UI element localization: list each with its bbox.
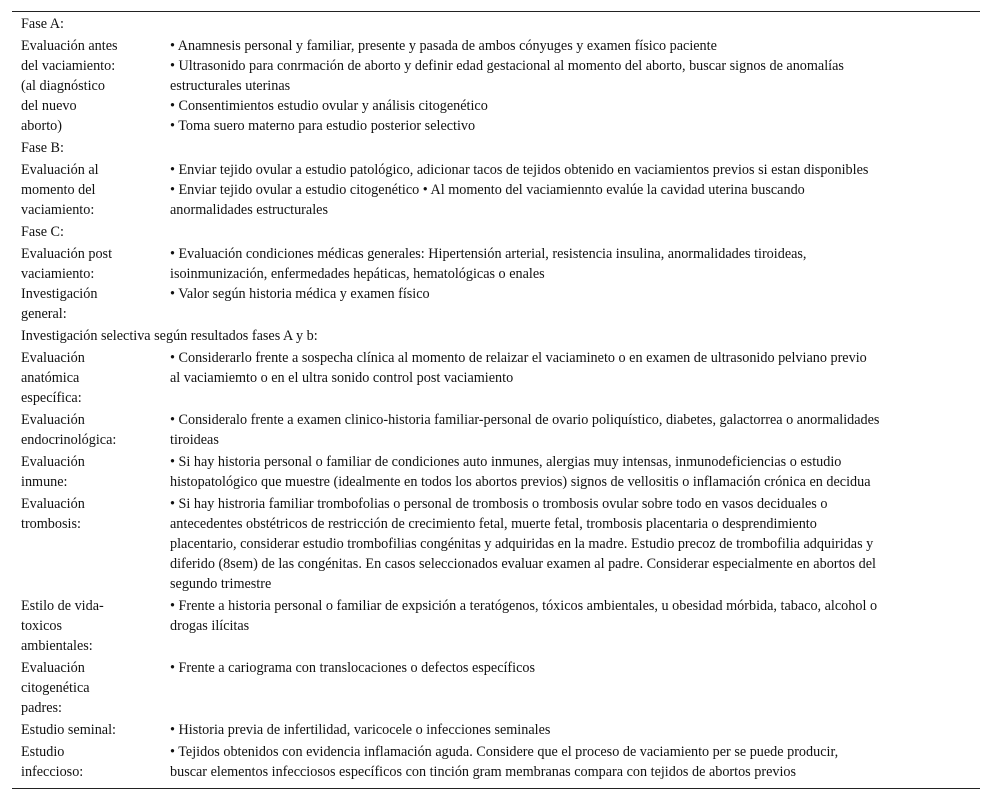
section-title: Fase C: — [21, 224, 64, 240]
row-text: • Anamnesis personal y familiar, presente y pasada de ambos cónyuges y examen físico paciente • Ultrasonido para conrmación de aborto y definir edad gestacional al momento del aborto, buscar signos de anomalías estructurales uterinas • Consentimientos estudio ovular y análisis citogenético • Toma suero materno para estudio posterior selectivo — [170, 38, 844, 134]
row-label: Evaluación citogenética padres: — [21, 660, 90, 716]
row-text: • Frente a cariograma con translocaciones o defectos específicos — [170, 660, 536, 676]
row-text: • Valor según historia médica y examen físico — [170, 286, 430, 302]
row-text: • Historia previa de infertilidad, varicocele o infecciones seminales — [170, 722, 551, 738]
row-label: Evaluación inmune: — [21, 454, 85, 490]
row-label: Evaluación post vaciamiento: — [21, 246, 113, 282]
row-label: Evaluación al momento del vaciamiento: — [21, 162, 99, 218]
section-title: Fase B: — [21, 140, 64, 156]
row-text: • Consideralo frente a examen clinico-historia familiar-personal de ovario poliquístico, diabetes, galactorrea o anormalidades tiroideas — [170, 412, 880, 448]
row-label: Estudio infeccioso: — [21, 744, 84, 780]
row-text: • Evaluación condiciones médicas generales: Hipertensión arterial, resistencia insulina, anormalidades tiroideas, isoinmunización, enfermedades hepáticas, hematológicas o enales — [170, 246, 807, 282]
row-text: • Tejidos obtenidos con evidencia inflamación aguda. Considere que el proceso de vaciamiento per se puede producir, buscar elementos infecciosos específicos con tinción gram membranas compara con tejidos de abortos previos — [170, 744, 839, 780]
row-text: • Si hay histroria familiar trombofolias o personal de trombosis o trombosis ovular sobre todo en vasos deciduales o antecedentes obstétricos de restricción de crecimiento fetal, muerte fetal, trombosis placentaria o desprendimiento placentario, considerar estudio trombofilias congénitas y adquiridas en la madre. Estudio precoz de trombofilia adquiridas y diferido (8sem) de las congénitas. En casos seleccionados evaluar examen al padre. Considerar especialmente en abortos del segundo trimestre — [170, 496, 876, 592]
row-text: • Frente a historia personal o familiar de expsición a teratógenos, tóxicos ambientales, u obesidad mórbida, tabaco, alcohol o drogas ilícitas — [170, 598, 878, 634]
row-label: Estudio seminal: — [21, 722, 116, 738]
row-label: Investigación general: — [21, 286, 98, 322]
row-label: Evaluación endocrinológica: — [21, 412, 117, 448]
row-text: • Si hay historia personal o familiar de condiciones auto inmunes, alergias muy intensas, inmunodeficiencias o estudio histopatológico que muestre (idealmente en todos los abortos previos) signos de vellositis o inflamación crónica en decidua — [170, 454, 871, 490]
section-title: Fase A: — [21, 16, 64, 32]
row-label: Evaluación trombosis: — [21, 496, 85, 532]
row-text: • Considerarlo frente a sospecha clínica al momento de relaizar el vaciamineto o en examen de ultrasonido pelviano previo al vaciamiemto o en el ultra sonido control post vaciamiento — [170, 350, 867, 386]
row-label: Evaluación anatómica específica: — [21, 350, 85, 406]
row-text: • Enviar tejido ovular a estudio patológico, adicionar tacos de tejidos obtenido en vaciamientos previos si estan disponibles • Enviar tejido ovular a estudio citogenético • Al momento del vaciamiennto evalúe la cavidad uterina buscando anormalidades estructurales — [170, 162, 869, 218]
protocol-table — [12, 11, 980, 789]
row-label: Evaluación antes del vaciamiento: (al diagnóstico del nuevo aborto) — [21, 38, 118, 134]
row-label: Estilo de vida- toxicos ambientales: — [21, 598, 104, 654]
section-title: Investigación selectiva según resultados fases A y b: — [21, 328, 318, 344]
